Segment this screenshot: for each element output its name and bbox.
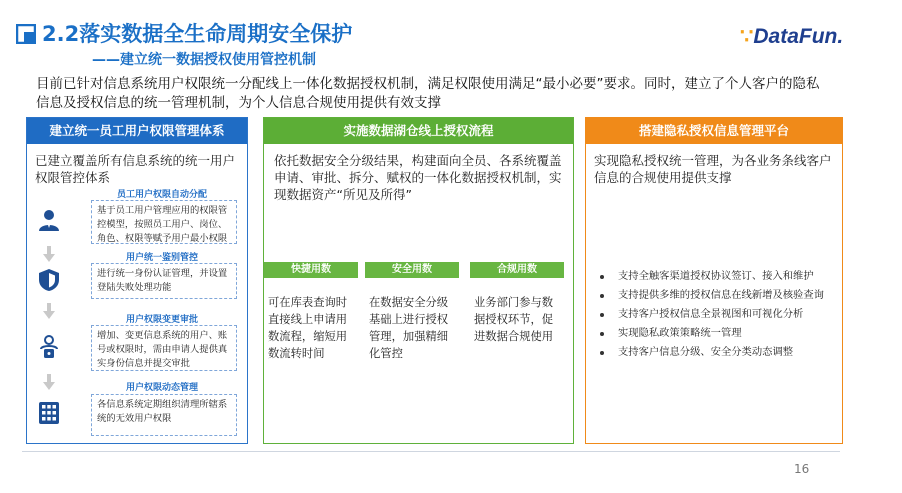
keypad-icon: [37, 401, 61, 425]
column-compliant-usage-text: 业务部门参与数据授权环节，促进数据合规使用: [474, 296, 554, 343]
down-arrow-icon: [43, 246, 55, 262]
platform-bullet-list: [594, 267, 840, 362]
user-icon: [37, 208, 61, 232]
column-fast-usage-text: 可在库表查询时直接线上申请用数流程，缩短用数流转时间: [268, 296, 348, 360]
step-3-box: 增加、变更信息系统的用户、账号或权限时，需由申请人提供真实身份信息并提交审批: [91, 325, 237, 371]
step-2-head: 用户统一鉴别管控: [125, 253, 198, 263]
lock-user-icon: [37, 335, 61, 359]
step-2-box: 进行统一身份认证管理，并设置登陆失败处理功能: [91, 263, 237, 299]
list-item: 支持客户信息分级、安全分类动态调整: [594, 343, 840, 362]
down-arrow-icon: [43, 374, 55, 390]
panel-left-desc: 已建立覆盖所有信息系统的统一用户权限管控体系: [35, 153, 236, 185]
step-1-box: 基于员工用户管理应用的权限管控模型，按照员工用户、岗位、角色、权限等赋予用户最小权限: [91, 200, 237, 244]
datafun-logo: [740, 24, 843, 49]
logo-dots-icon: ∵: [740, 25, 752, 48]
down-arrow-icon: [43, 303, 55, 319]
intro-paragraph: 目前已针对信息系统用户权限统一分配线上一体化数据授权机制，满足权限使用满足“最小必要”要求。同时，建立了个人客户的隐私信息及授权信息的统一管理机制，为个人信息合规使用提供有效支撑: [36, 76, 820, 111]
page-subtitle: ——建立统一数据授权使用管控机制: [92, 52, 316, 68]
panel-data-lake-authorization: [263, 117, 574, 444]
step-1-head: 员工用户权限自动分配: [116, 190, 207, 200]
panel-privacy-authorization-platform: [585, 117, 843, 444]
column-safe-usage: [365, 262, 459, 362]
step-3-head: 用户权限变更审批: [125, 315, 198, 325]
panel-left-title: 建立统一员工用户权限管理体系: [27, 118, 247, 144]
panel-employee-permission: [26, 117, 248, 444]
panel-middle-title: 实施数据湖仓线上授权流程: [264, 118, 573, 144]
shield-icon: [37, 268, 61, 292]
column-fast-usage: [264, 262, 358, 362]
list-item: 支持全触客渠道授权协议签订、接入和维护: [594, 267, 840, 286]
panel-right-desc: 实现隐私授权统一管理，为各业务条线客户信息的合规使用提供支撑: [594, 153, 832, 185]
title-square-icon: [16, 24, 36, 44]
step-4-head: 用户权限动态管理: [125, 383, 198, 393]
column-safe-usage-text: 在数据安全分级基础上进行授权管理，加强精细化管控: [369, 296, 449, 360]
footer-divider: [22, 451, 840, 452]
column-safe-usage-head: 安全用数: [365, 262, 459, 278]
panel-middle-desc: 依托数据安全分级结果，构建面向全员、各系统覆盖申请、审批、拆分、赋权的一体化数据授权机制，实现数据资产“所见及所得”: [274, 153, 562, 202]
step-4-box: 各信息系统定期组织清理所辖系统的无效用户权限: [91, 394, 237, 436]
page-title: 2.2落实数据全生命周期安全保护: [42, 22, 353, 46]
list-item: 实现隐私政策策略统一管理: [594, 324, 840, 343]
list-item: 支持客户授权信息全景视图和可视化分析: [594, 305, 840, 324]
column-compliant-usage-head: 合规用数: [470, 262, 564, 278]
column-fast-usage-head: 快捷用数: [264, 262, 358, 278]
logo-text: DataFun.: [753, 25, 844, 48]
page-number: 16: [794, 462, 810, 476]
panel-right-title: 搭建隐私授权信息管理平台: [586, 118, 842, 144]
list-item: 支持提供多维的授权信息在线新增及核验查询: [594, 286, 840, 305]
column-compliant-usage: [470, 262, 564, 345]
